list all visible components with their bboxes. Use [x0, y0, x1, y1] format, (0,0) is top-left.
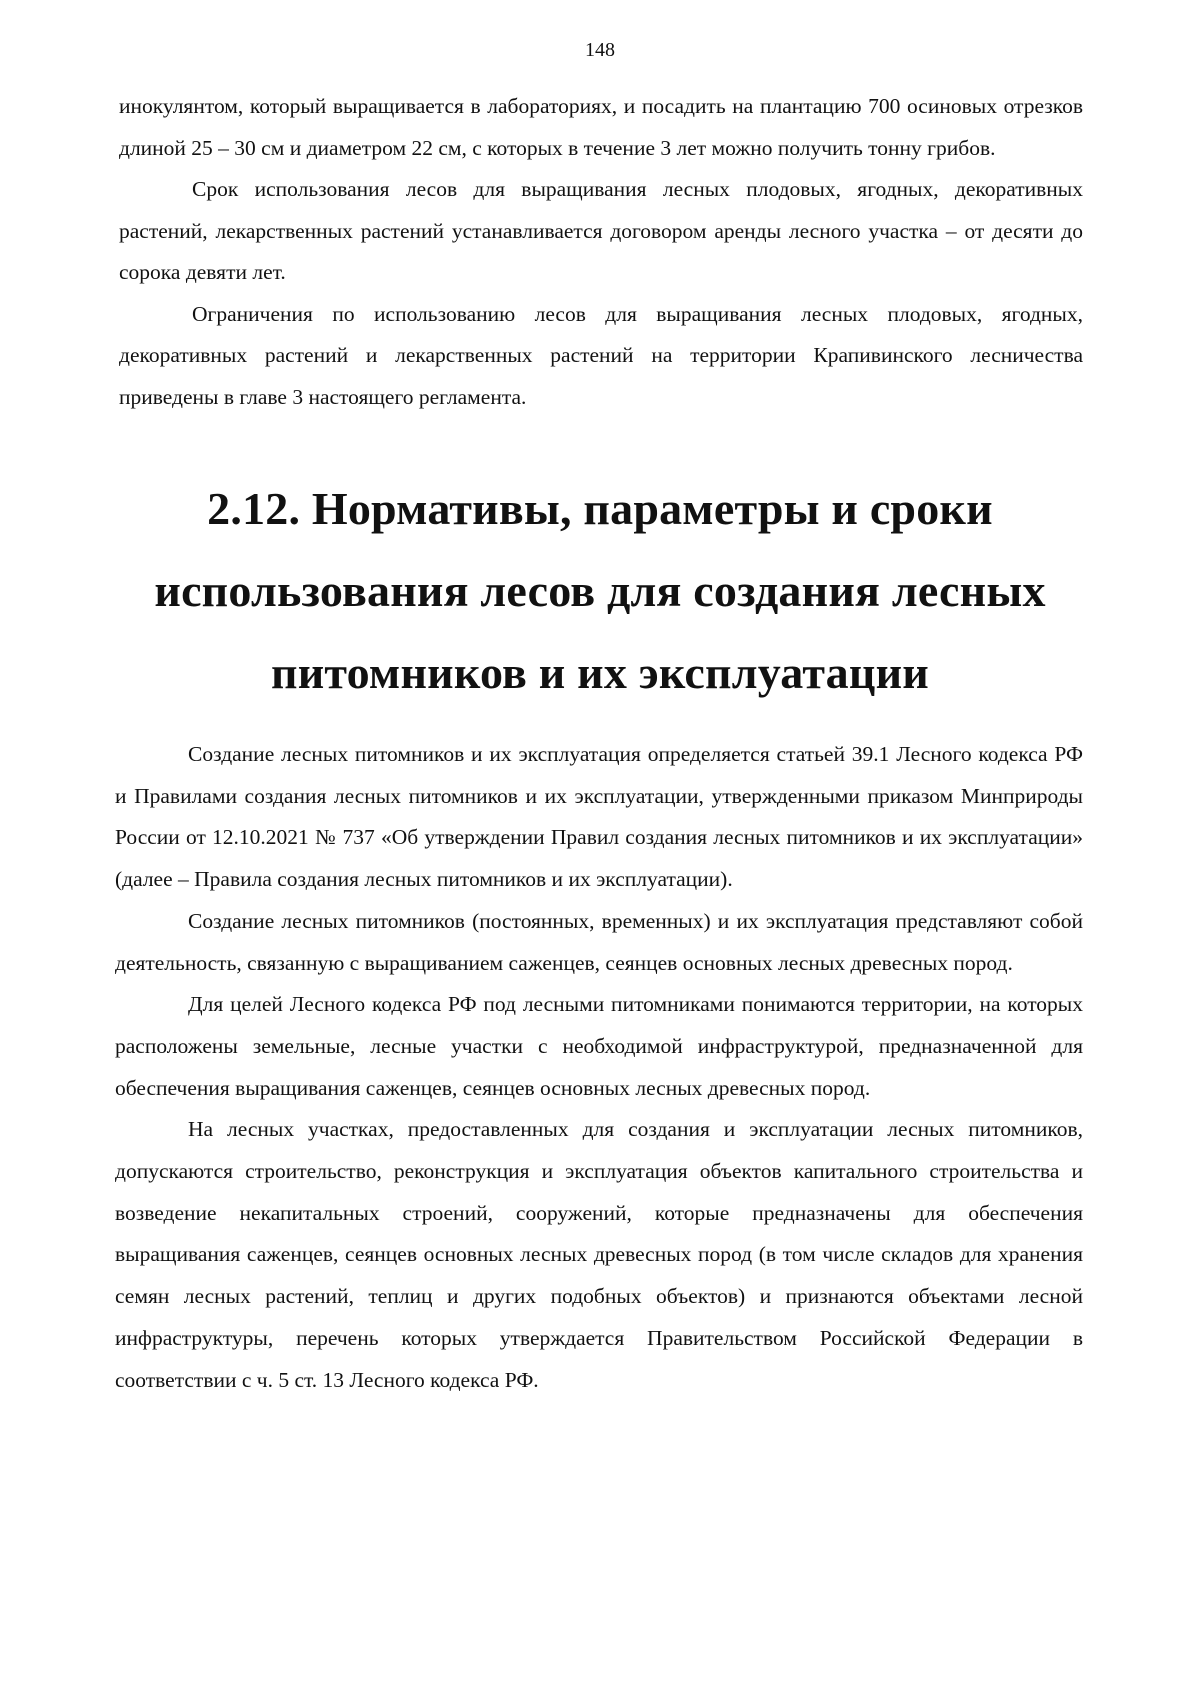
paragraph-nursery-activity: Создание лесных питомников (постоянных, временных) и их эксплуатация представляют собой деятельность, связанную с выращиванием саженцев, сеянцев основных лесных древесных пород.: [115, 908, 1083, 975]
text-block-bottom: [115, 734, 1083, 1401]
paragraph-nursery-territory: Для целей Лесного кодекса РФ под лесными питомниками понимаются территории, на которых расположены земельные, лесные участки с необходимой инфраструктурой, предназначенной для обеспечения выращивания саженцев, сеянцев основных лесных древесных пород.: [115, 992, 1083, 1100]
paragraph-continuation: инокулянтом, который выращивается в лабораториях, и посадить на плантацию 700 осиновых отрезков длиной 25 – 30 см и диаметром 22 см, с которых в течение 3 лет можно получить тонну грибов.: [119, 94, 1083, 160]
paragraph-nursery-infrastructure: На лесных участках, предоставленных для создания и эксплуатации лесных питомников, допускаются строительство, реконструкция и эксплуатация объектов капитального строительства и возведение некапитальных строений, сооружений, которые предназначены для обеспечения выращивания саженцев, сеянцев основных лесных древесных пород (в том числе складов для хранения семян лесных растений, теплиц и других подобных объектов) и признаются объектами лесной инфраструктуры, перечень которых утверждается Правительством Российской Федерации в соответствии с ч. 5 ст. 13 Лесного кодекса РФ.: [115, 1117, 1083, 1392]
page-number: 148: [585, 39, 615, 61]
paragraph-restrictions: Ограничения по использованию лесов для выращивания лесных плодовых, ягодных, декоративных растений и лекарственных растений на территории Крапивинского лесничества приведены в главе 3 настоящего регламента.: [119, 301, 1083, 409]
section-heading: 2.12. Нормативы, параметры и сроки использования лесов для создания лесных питомников и их эксплуатации: [154, 483, 1046, 698]
paragraph-lease-term: Срок использования лесов для выращивания лесных плодовых, ягодных, декоративных растений, лекарственных растений устанавливается договором аренды лесного участка – от десяти до сорока девяти лет.: [119, 177, 1083, 284]
text-block-top: [119, 86, 1083, 418]
paragraph-nursery-definition-law: Создание лесных питомников и их эксплуатация определяется статьей 39.1 Лесного кодекса РФ и Правилами создания лесных питомников и их эксплуатации, утвержденными приказом Минприроды России от 12.10.2021 № 737 «Об утверждении Правил создания лесных питомников и их эксплуатации» (далее – Правила создания лесных питомников и их эксплуатации).: [115, 742, 1083, 892]
